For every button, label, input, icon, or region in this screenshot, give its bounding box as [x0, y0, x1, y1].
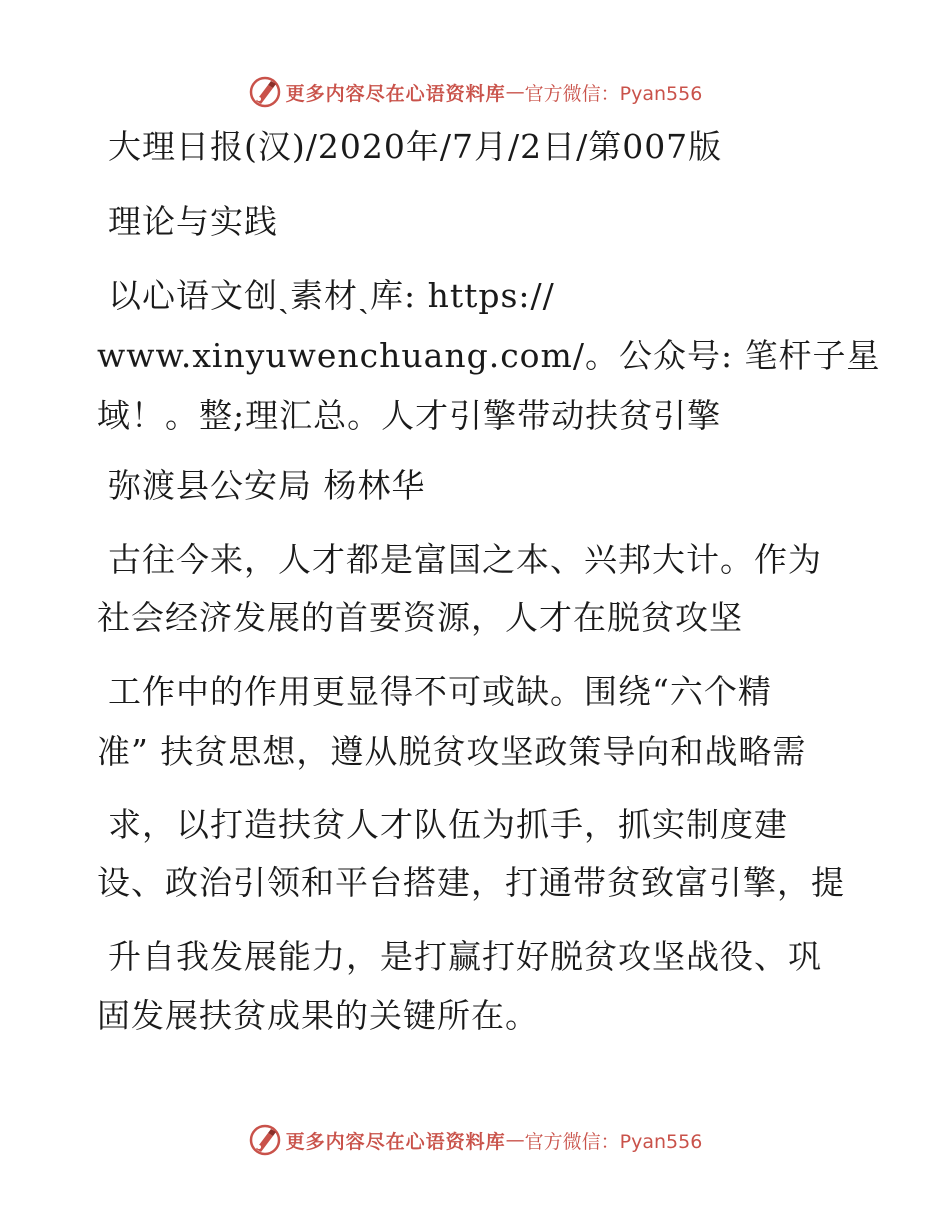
- watermark-separator: —: [505, 81, 525, 103]
- note-line: www.xinyuwenchuang.com/。公众号: 笔杆子星: [97, 336, 881, 375]
- pen-logo-icon: [248, 75, 282, 109]
- note-line: 域！。整;理汇总。人才引擎带动扶贫引擎: [97, 396, 722, 435]
- note-line: 以心语文创ˎ素材ˎ库: https://: [108, 276, 555, 315]
- body-line: 工作中的作用更显得不可或缺。围绕“六个精: [108, 672, 772, 711]
- body-line: 固发展扶贫成果的关键所在。: [97, 996, 539, 1035]
- watermark-wechat: 官方微信：Pyan556: [524, 82, 703, 105]
- body-line: 古往今来，人才都是富国之本、兴邦大计。作为: [108, 540, 822, 579]
- column-title: 理论与实践: [108, 202, 278, 241]
- body-line: 求，以打造扶贫人才队伍为抓手，抓实制度建: [108, 805, 788, 844]
- watermark-wechat: 官方微信：Pyan556: [524, 1130, 703, 1153]
- body-line: 准” 扶贫思想，遵从脱贫攻坚政策导向和战略需: [97, 732, 807, 771]
- watermark-banner-bottom: [0, 1120, 950, 1160]
- body-line: 升自我发展能力，是打赢打好脱贫攻坚战役、巩: [108, 937, 822, 976]
- body-line: 设、政治引领和平台搭建，打通带贫致富引擎，提: [97, 863, 845, 902]
- pen-logo-icon: [248, 1123, 282, 1157]
- body-line: 社会经济发展的首要资源，人才在脱贫攻坚: [97, 598, 743, 637]
- watermark-brand: 更多内容尽在心语资料库: [285, 1130, 506, 1153]
- source-line: 大理日报(汉)/2020年/7月/2日/第007版: [108, 127, 723, 166]
- watermark-separator: —: [505, 1129, 525, 1151]
- watermark-banner-top: [0, 72, 950, 112]
- watermark-brand: 更多内容尽在心语资料库: [285, 82, 506, 105]
- byline: 弥渡县公安局 杨林华: [108, 466, 426, 505]
